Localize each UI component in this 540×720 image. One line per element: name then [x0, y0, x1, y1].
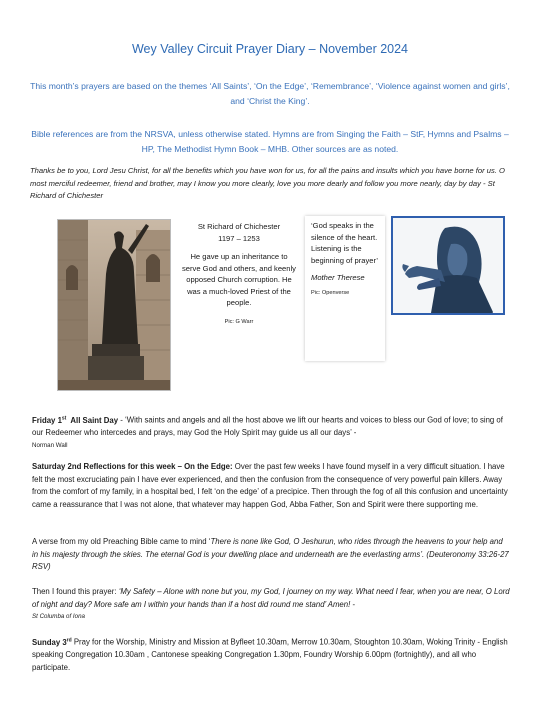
st-richard-bio: [182, 221, 296, 328]
quote-photo-credit: Pic: Openverse: [311, 289, 350, 296]
found-attribution: St Columba of Iona: [32, 613, 85, 620]
entry-friday: [32, 412, 510, 452]
found-text: ‘My Safety – Alone with none but you, my God, I journey on my way. What need I fear, when you are near, O Lord of night and day? More safe am I within your hands than if a host did round me stand’ Amen! -: [32, 587, 510, 609]
friday-suffix: st: [61, 415, 67, 421]
bio-dates: 1197 – 1253: [218, 233, 260, 243]
statue-of-st-richard-photo: [57, 219, 171, 391]
mother-teresa-statue-photo: [391, 216, 505, 315]
saturday-heading: Saturday 2nd Reflections for this week – On the Edge:: [32, 462, 233, 471]
sunday-text: Pray for the Worship, Ministry and Mission at Byfleet 10.30am, Merrow 10.30am, Stoughton 10.30am, Woking Trinity - English speaking Congregation 10.30am , Cantonese speaking Congregation 1.30pm, Foundry Worship 6.00pm (fortnightly), and all who participate.: [32, 637, 508, 672]
sunday-suffix: rd: [66, 637, 72, 643]
verse-lead: A verse from my old Preaching Bible came to mind ‘: [32, 537, 211, 546]
mother-teresa-photo-graphic: [393, 218, 503, 313]
entry-saturday: [32, 461, 510, 511]
quote-author: Mother Therese: [311, 273, 365, 282]
sunday-day: Sunday 3: [32, 637, 67, 647]
friday-text: - ‘With saints and angels and all the host above we lift our hearts and voices to bless our God of love; to sing of our Redeemer who intercedes and prays, may God the Holy Spirit may guide us all our days’ -: [32, 415, 503, 438]
friday-attribution: Norman Wall: [32, 441, 68, 449]
page-title: Wey Valley Circuit Prayer Diary – November 2024: [131, 42, 409, 56]
entry-verse: [32, 536, 510, 574]
entry-sunday: [32, 634, 510, 674]
statue-photo-graphic: [58, 220, 170, 390]
friday-heading: All Saint Day: [70, 415, 119, 425]
found-lead: Then I found this prayer:: [32, 587, 119, 596]
entry-safety-prayer: [32, 586, 510, 624]
saturday-text: Over the past few weeks I have found myself in a very difficult situation. I have felt the most excruciating pain I have ever experienced, and then the confusion from the consequence of very powerful pain killers. Away from the comfort of my family, in a hospital bed, I felt ‘on the edge’ of a precipice. Then through the fog of all this confusion and uncertainty came a reassurance that I was not alone, that whatever may happen God, Abba Father, Son and Spirit were there supporting me.: [32, 462, 508, 509]
themes-paragraph: This month’s prayers are based on the themes ‘All Saints’, ‘On the Edge’, ‘Remembrance’, ‘Violence against women and girls’, and ‘Christ the King’.: [30, 81, 510, 106]
bio-name: St Richard of Chichester: [197, 222, 281, 231]
references-paragraph: Bible references are from the NRSVA, unless otherwise stated. Hymns are from Singing the Faith – StF, Hymns and Psalms – HP, The Methodist Hymn Book – MHB. Other sources are as noted.: [31, 129, 509, 154]
bio-photo-credit: Pic: G Warr: [224, 318, 254, 325]
opening-prayer: Thanks be to you, Lord Jesu Christ, for all the benefits which you have won for us, for all the pains and insults which you have borne for us. O most merciful redeemer, friend and brother, may I know you more clearly, love you more dearly and follow you more nearly, day by day - St Richard of Chichester: [30, 166, 505, 200]
bio-text: He gave up an inheritance to serve God and others, and keenly opposed Church corruption. He was a much-loved Priest of the people.: [182, 252, 296, 307]
mother-teresa-quote-box: [305, 216, 385, 361]
verse-text: There is none like God, O Jeshurun, who rides through the heavens to your help and in his majesty through the skies. The eternal God is your dwelling place and underneath are the everlasting arms’. (Deuteronomy 33:26-27 RSV): [32, 537, 509, 571]
friday-day: Friday 1: [32, 415, 62, 425]
quote-text: ‘God speaks in the silence of the heart. Listening is the beginning of prayer’: [311, 221, 378, 265]
